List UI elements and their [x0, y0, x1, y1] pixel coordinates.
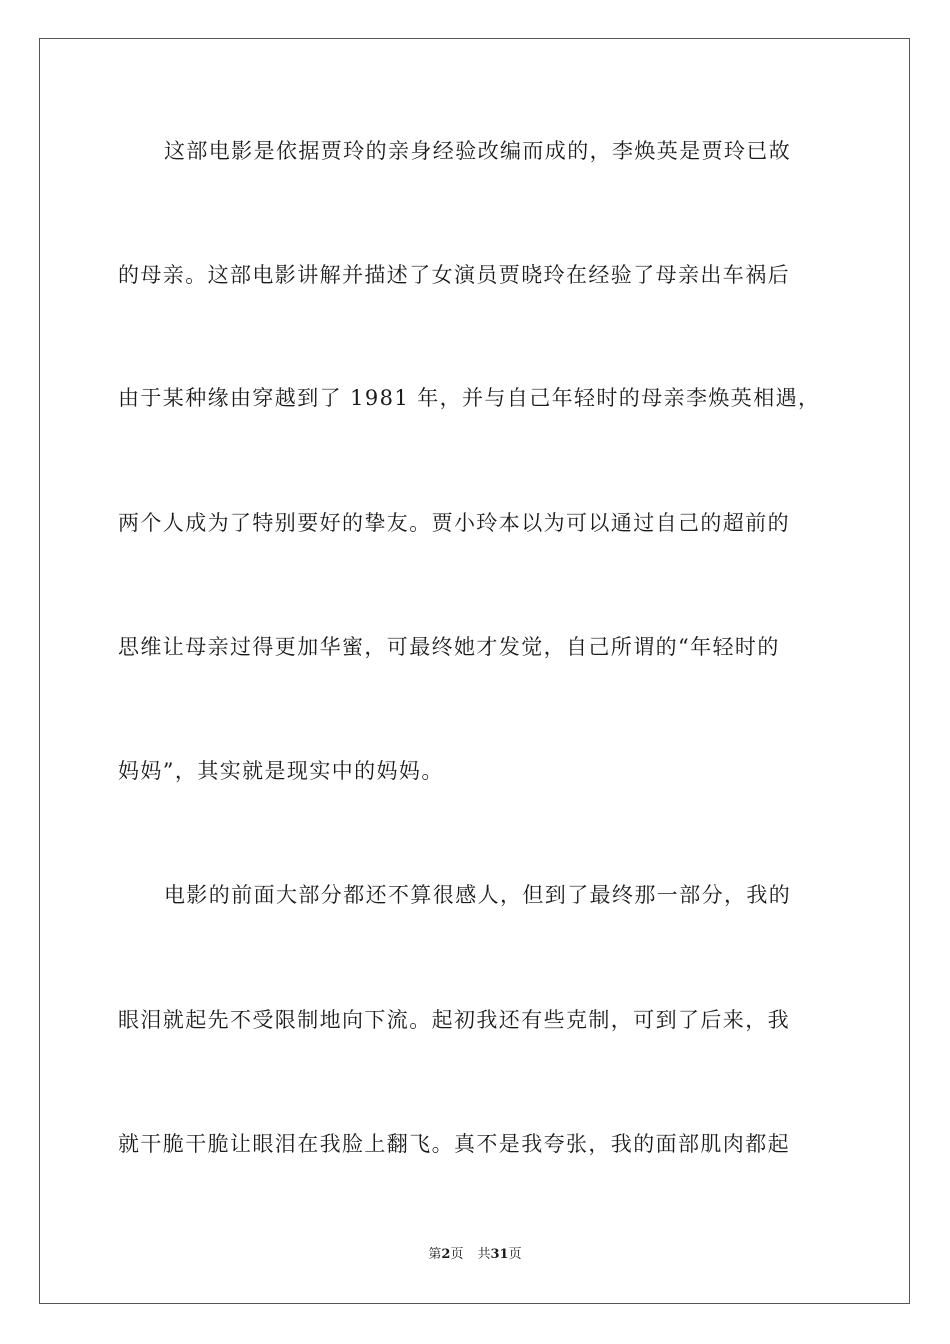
- total-pages: 31: [490, 1247, 509, 1262]
- page-suffix: 页: [450, 1247, 464, 1262]
- paragraph-1-line-2: 的母亲。这部电影讲解并描述了女演员贾晓玲在经验了母亲出车祸后: [118, 263, 790, 287]
- page-prefix: 第: [428, 1247, 442, 1262]
- total-suffix: 页: [508, 1247, 522, 1262]
- paragraph-1-line-6: 妈妈”，其实就是现实中的妈妈。: [118, 759, 444, 783]
- paragraph-2-line-1: 电影的前面大部分都还不算很感人，但到了最终那一部分，我的: [164, 883, 792, 907]
- paragraph-2-line-2: 眼泪就起先不受限制地向下流。起初我还有些克制，可到了后来，我: [118, 1008, 790, 1032]
- page-border: [39, 38, 910, 1304]
- page-number: 2: [441, 1247, 451, 1262]
- page-footer: [0, 1246, 950, 1264]
- total-prefix: 共: [477, 1247, 491, 1262]
- paragraph-1-line-1: 这部电影是依据贾玲的亲身经验改编而成的，李焕英是贾玲已故: [164, 139, 792, 163]
- paragraph-1-line-4: 两个人成为了特别要好的挚友。贾小玲本以为可以通过自己的超前的: [118, 511, 790, 535]
- paragraph-1-line-3: 由于某种缘由穿越到了 1981 年，并与自己年轻时的母亲李焕英相遇，: [118, 386, 821, 410]
- paragraph-2-line-3: 就干脆干脆让眼泪在我脸上翻飞。真不是我夸张，我的面部肌肉都起: [118, 1132, 790, 1156]
- paragraph-1-line-5: 思维让母亲过得更加华蜜，可最终她才发觉，自己所谓的“年轻时的: [118, 635, 780, 659]
